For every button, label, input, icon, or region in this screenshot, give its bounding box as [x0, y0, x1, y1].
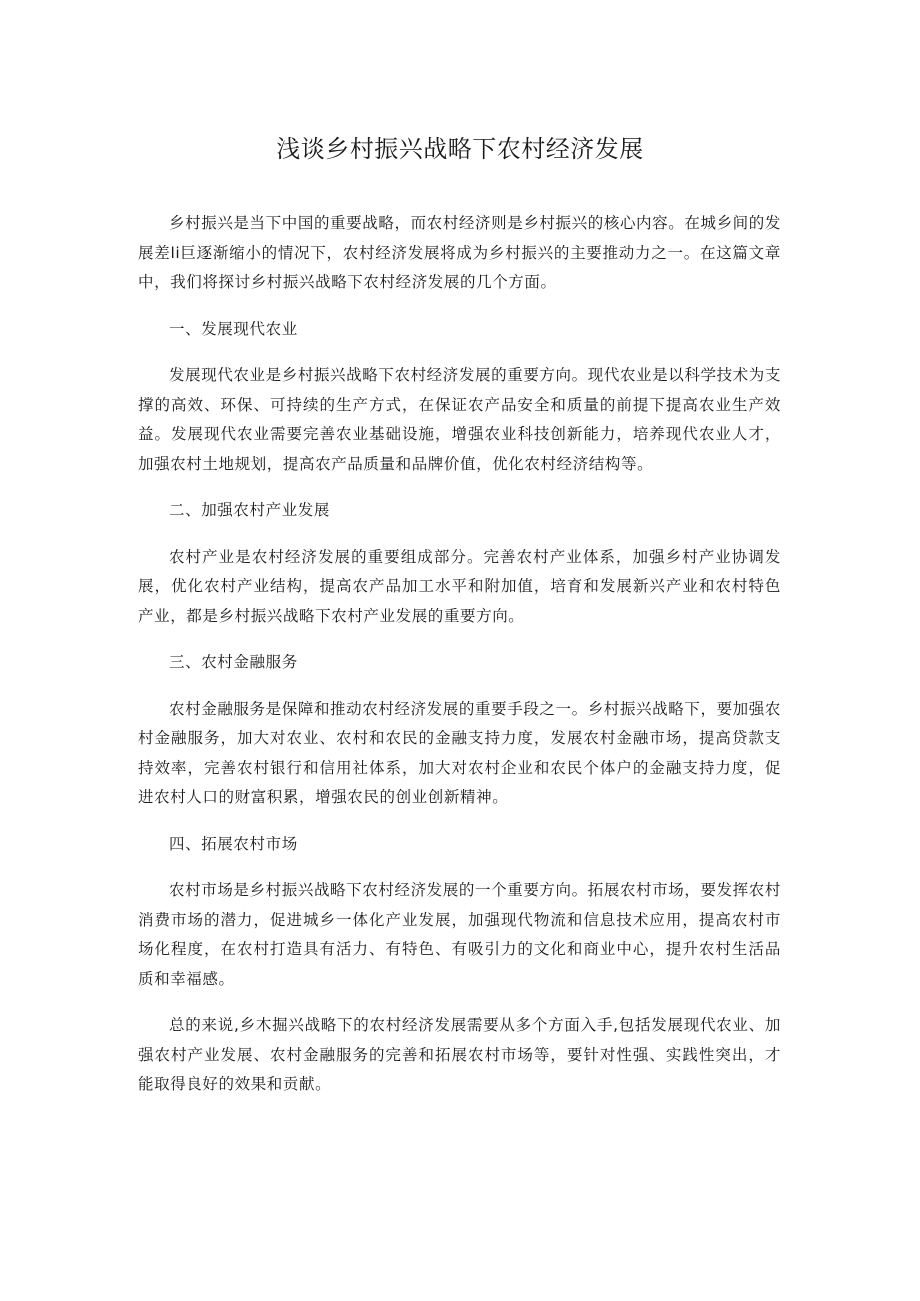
section-body-4: 农村市场是乡村振兴战略下农村经济发展的一个重要方向。拓展农村市场，要发挥农村消费市场的潜力，促进城乡一体化产业发展，加强现代物流和信息技术应用，提高农村市场化程度，在农村打造具有活力、有特色、有吸引力的文化和商业中心，提升农村生活品质和幸福感。: [138, 881, 781, 988]
section-heading-4: 四、拓展农村市场: [169, 834, 298, 853]
section-heading-3: 三、农村金融服务: [169, 653, 298, 671]
section-heading-2: 二、加强农村产业发展: [169, 501, 331, 519]
conclusion-paragraph: 总的来说,乡木掘兴战略下的农村经济发展需要从多个方面入手,包括发展现代农业、加强农村产业发展、农村金融服务的完善和拓展农村市场等，要针对性强、实践性突出，才能取得良好的效果和贡献。: [138, 1016, 781, 1093]
document-body: [138, 209, 781, 1117]
document-title: 浅谈乡村振兴战略下农村经济发展: [276, 135, 644, 163]
section-body-2: 农村产业是农村经济发展的重要组成部分。完善农村产业体系，加强乡村产业协调发展，优化农村产业结构，提高农产品加工水平和附加值，培育和发展新兴产业和农村特色产业，都是乡村振兴战略下农村产业发展的重要方向。: [138, 547, 781, 625]
intro-paragraph: 乡村振兴是当下中国的重要战略，而农村经济则是乡村振兴的核心内容。在城乡间的发展差li巨逐渐缩小的情况下，农村经济发展将成为乡村振兴的主要推动力之一。在这篇文章中，我们将探讨乡村振兴战略下农村经济发展的几个方面。: [138, 214, 781, 291]
section-body-1: 发展现代农业是乡村振兴战略下农村经济发展的重要方向。现代农业是以科学技术为支撑的高效、环保、可持续的生产方式，在保证农产品安全和质量的前提下提高农业生产效益。发展现代农业需要完善农业基础设施，增强农业科技创新能力，培养现代农业人才，加强农村土地规划，提高农产品质量和品牌价值，优化农村经济结构等。: [138, 366, 781, 473]
section-heading-1: 一、发展现代农业: [169, 319, 298, 338]
section-body-3: 农村金融服务是保障和推动农村经济发展的重要手段之一。乡村振兴战略下，要加强农村金融服务，加大对农业、农村和农民的金融支持力度，发展农村金融市场，提高贷款支持效率，完善农村银行和信用社体系，加大对农村企业和农民个体户的金融支持力度，促进农村人口的财富积累，增强农民的创业创新精神。: [138, 699, 781, 806]
